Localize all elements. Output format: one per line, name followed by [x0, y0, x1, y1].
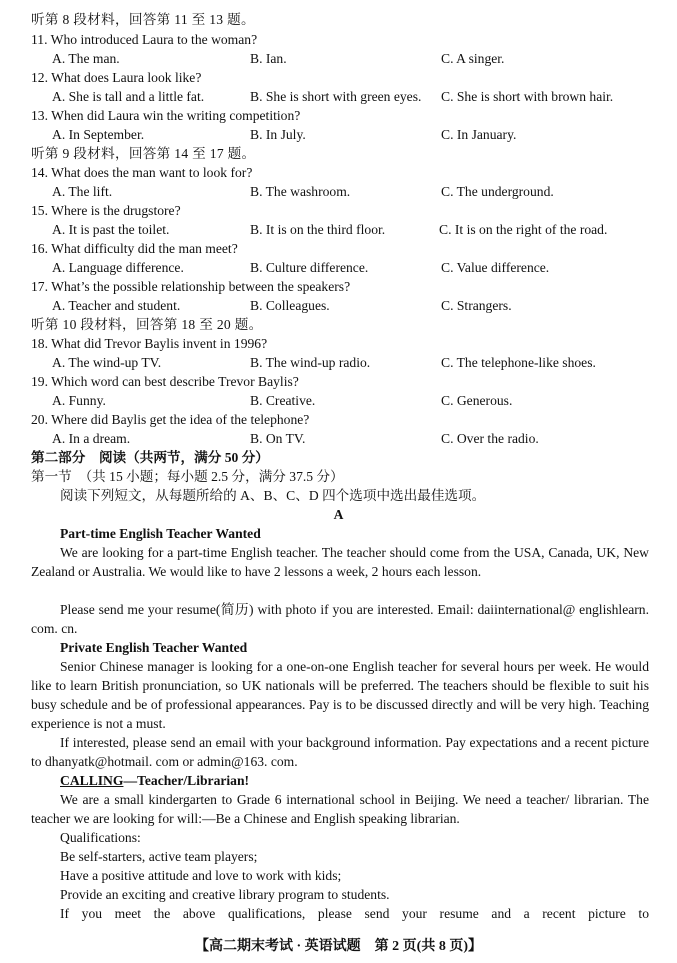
option-a: A. Teacher and student.: [52, 298, 181, 313]
question-20: 20. Where did Baylis get the idea of the telephone?: [31, 412, 310, 427]
option-c: C. The telephone-like shoes.: [441, 355, 596, 370]
ad2-paragraph-1: Senior Chinese manager is looking for a one-on-one English teacher for several hours per week. He would like to learn British pronunciation, so UK nationals will be preferred. The teachers should be flexible to suit his busy schedule and be of professional appearances. Pay is to be discussed directly and will be very high. Teaching experience is not a must.: [31, 659, 649, 731]
reading-instructions: 阅读下列短文，从每题所给的 A、B、C、D 四个选项中选出最佳选项。: [60, 488, 486, 503]
option-a: A. Language difference.: [52, 260, 184, 275]
question-15: 15. Where is the drugstore?: [31, 203, 181, 218]
ad2-paragraph-2: If interested, please send an email with your background information. Pay expectations and a recent picture to dhanyatk@hotmail. com or admin@163. com.: [31, 735, 649, 769]
option-c: C. She is short with brown hair.: [441, 89, 614, 104]
option-c: C. Value difference.: [441, 260, 550, 275]
section-intro-10: 听第 10 段材料，回答第 18 至 20 题。: [31, 317, 263, 332]
ad3-qualification-2: Have a positive attitude and love to work with kids;: [60, 868, 342, 883]
option-c: C. A singer.: [441, 51, 505, 66]
section-intro-9: 听第 9 段材料，回答第 14 至 17 题。: [31, 146, 256, 161]
option-b: B. On TV.: [250, 431, 306, 446]
option-a: A. The lift.: [52, 184, 113, 199]
option-b: B. The wind-up radio.: [250, 355, 371, 370]
ad3-last-line: If you meet the above qualifications, please send your resume and a recent picture to: [60, 906, 649, 921]
option-b: B. In July.: [250, 127, 306, 142]
option-a: A. In September.: [52, 127, 145, 142]
ad3-qualification-3: Provide an exciting and creative library program to students.: [60, 887, 390, 902]
ad3-title: [60, 771, 249, 790]
option-a: A. She is tall and a little fat.: [52, 89, 205, 104]
question-12: 12. What does Laura look like?: [31, 70, 202, 85]
question-16: 16. What difficulty did the man meet?: [31, 241, 238, 256]
option-a: A. The man.: [52, 51, 120, 66]
question-18: 18. What did Trevor Baylis invent in 1996?: [31, 336, 268, 351]
ad1-paragraph-1: We are looking for a part-time English teacher. The teacher should come from the USA, Canada, UK, New Zealand or Australia. We would like to have 2 lessons a week, 2 hours each lesson.: [31, 545, 649, 579]
ad1-title: Part-time English Teacher Wanted: [60, 526, 261, 541]
ad1-paragraph-2: Please send me your resume(简历) with photo if you are interested. Email: daiinternational@ englishlearn. com. cn.: [31, 602, 649, 636]
question-11: 11. Who introduced Laura to the woman?: [31, 32, 258, 47]
ad3-title-calling: CALLING: [60, 773, 124, 788]
section1-title: 第一节 （共 15 小题；每小题 2.5 分，满分 37.5 分）: [31, 469, 344, 484]
question-13: 13. When did Laura win the writing competition?: [31, 108, 301, 123]
question-17: 17. What’s the possible relationship between the speakers?: [31, 279, 351, 294]
option-a: A. Funny.: [52, 393, 106, 408]
ad3-paragraph-1: We are a small kindergarten to Grade 6 international school in Beijing. We need a teacher/ librarian. The teacher we are looking for will:—Be a Chinese and English speaking librarian.: [31, 792, 649, 826]
ad3-title-rest: —Teacher/Librarian!: [123, 773, 250, 788]
option-a: A. It is past the toilet.: [52, 222, 170, 237]
section-intro-8: 听第 8 段材料，回答第 11 至 13 题。: [31, 12, 255, 27]
ad2-title: Private English Teacher Wanted: [60, 640, 248, 655]
option-c: C. It is on the right of the road.: [439, 222, 608, 237]
option-b: B. She is short with green eyes.: [250, 89, 422, 104]
option-c: C. The underground.: [441, 184, 554, 199]
option-b: B. Creative.: [250, 393, 316, 408]
option-c: C. Over the radio.: [441, 431, 539, 446]
ad3-qualifications-label: Qualifications:: [60, 830, 141, 845]
part2-title: 第二部分 阅读（共两节，满分 50 分）: [31, 450, 269, 465]
page-footer: 【高二期末考试 · 英语试题 第 2 页(共 8 页)】: [195, 939, 482, 954]
option-c: C. Generous.: [441, 393, 513, 408]
option-a: A. The wind-up TV.: [52, 355, 162, 370]
question-19: 19. Which word can best describe Trevor Baylis?: [31, 374, 299, 389]
option-b: B. It is on the third floor.: [250, 222, 386, 237]
option-c: C. In January.: [441, 127, 517, 142]
option-a: A. In a dream.: [52, 431, 131, 446]
passage-label: A: [333, 507, 344, 522]
option-b: B. The washroom.: [250, 184, 351, 199]
question-14: 14. What does the man want to look for?: [31, 165, 253, 180]
option-b: B. Culture difference.: [250, 260, 369, 275]
ad3-qualification-1: Be self-starters, active team players;: [60, 849, 258, 864]
option-c: C. Strangers.: [441, 298, 512, 313]
option-b: B. Colleagues.: [250, 298, 330, 313]
option-b: B. Ian.: [250, 51, 287, 66]
